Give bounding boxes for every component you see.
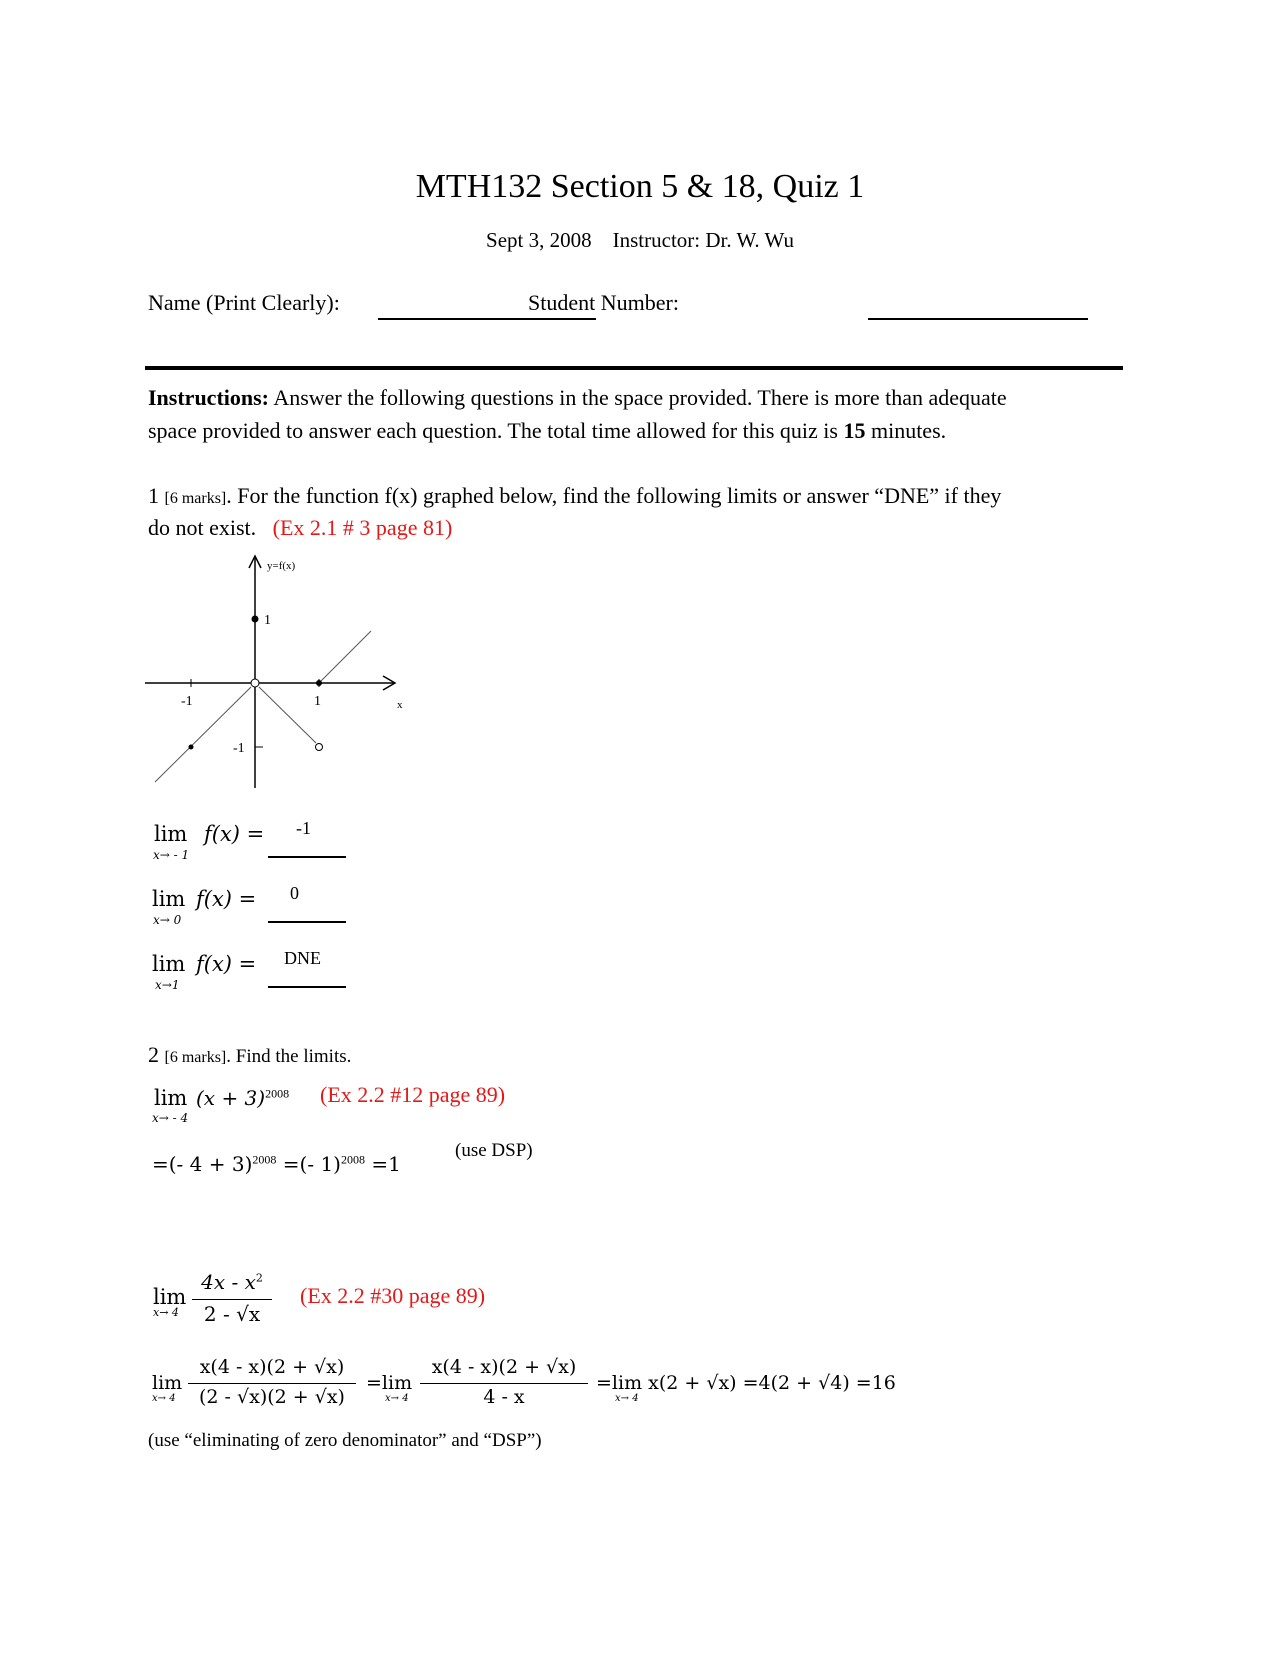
lim-word: lim — [152, 952, 186, 976]
q1-line1 — [148, 483, 1001, 509]
q2b-reference: (Ex 2.2 #30 page 89) — [300, 1283, 486, 1308]
q1-number: 1 — [148, 483, 159, 508]
name-label: Name (Print Clearly): — [148, 290, 340, 315]
student-number-label: Student Number: — [528, 290, 679, 315]
q2a-exponent: 2008 — [265, 1086, 290, 1101]
instructions-label: Instructions: — [148, 385, 270, 410]
q2a-expression — [196, 1086, 289, 1110]
graph-tick-x-neg: -1 — [181, 694, 193, 709]
lim-subscript: x→1 — [155, 978, 180, 992]
q2b-num-exp: 2 — [255, 1271, 263, 1285]
q2-heading — [148, 1042, 351, 1068]
answer-blank[interactable] — [268, 986, 346, 988]
instructions-text3: minutes. — [870, 418, 947, 443]
lim-word: lim — [152, 887, 186, 911]
graph-xlabel: x — [397, 699, 403, 711]
name-blank[interactable] — [378, 318, 596, 320]
instructions-line2 — [148, 418, 946, 444]
q2b-step2-num: x(4 - x)(2 + √x) — [431, 1356, 577, 1378]
q2b-numerator — [192, 1270, 272, 1294]
q2a-subscript: x→ - 4 — [152, 1111, 189, 1125]
open-point-origin — [251, 679, 259, 687]
q2-text: . Find the limits. — [226, 1046, 352, 1067]
lim-expression: f(x) = — [204, 822, 265, 846]
closed-point-y1 — [252, 616, 259, 623]
lim-subscript: x→ 0 — [153, 913, 182, 927]
q2-marks: [6 marks] — [164, 1049, 227, 1066]
q1-reference: (Ex 2.1 # 3 page 81) — [272, 515, 453, 540]
lim-expression: f(x) = — [196, 887, 257, 911]
page-subtitle — [0, 228, 1280, 253]
function-graph — [145, 552, 415, 792]
closed-point-neg1 — [189, 745, 194, 750]
q2a-solution-exp2: 2008 — [340, 1152, 365, 1167]
q2b-step2-den: 4 - x — [483, 1386, 525, 1408]
q2b-note: (use “eliminating of zero denominator” and “DSP”) — [148, 1430, 542, 1451]
q2a-reference: (Ex 2.2 #12 page 89) — [320, 1082, 506, 1107]
q2b-lim: lim — [153, 1285, 187, 1309]
instructions-line1 — [148, 385, 1007, 411]
q2a-solution-3: =1 — [371, 1152, 401, 1176]
q2a-solution-exp1: 2008 — [252, 1152, 277, 1167]
q2b-fraction-bar — [192, 1299, 272, 1300]
open-point-x1 — [316, 744, 323, 751]
q1-marks: [6 marks] — [164, 490, 227, 507]
graph-middle-segment — [259, 687, 316, 743]
graph-left-segment — [155, 687, 251, 782]
student-number-blank[interactable] — [868, 318, 1088, 320]
q2a-expr: (x + 3) — [196, 1086, 266, 1110]
answer-blank[interactable] — [268, 856, 346, 858]
q1-text2: do not exist. — [148, 515, 257, 540]
q2b-num-text: 4x - x — [201, 1270, 256, 1294]
q2b-step3: =lim x(2 + √x) =4(2 + √4) =16 — [596, 1372, 896, 1394]
q2a-solution-2: =(- 1) — [282, 1152, 341, 1176]
page-title: MTH132 Section 5 & 18, Quiz 1 — [415, 168, 865, 205]
graph-right-segment — [319, 631, 371, 683]
lim-subscript: x→ - 1 — [153, 848, 190, 862]
q2a-note: (use DSP) — [455, 1140, 533, 1161]
instructor: Instructor: Dr. W. Wu — [612, 228, 794, 252]
q2b-sol-lim: lim — [152, 1372, 183, 1394]
quiz-date: Sept 3, 2008 — [486, 228, 592, 252]
separator-rule — [145, 366, 1123, 370]
lim-answer: 0 — [290, 883, 299, 903]
instructions-text2: space provided to answer each question. The total time allowed for this quiz is — [148, 418, 838, 443]
q1-text1: . For the function f(x) graphed below, find the following limits or answer “DNE” if they — [226, 483, 1002, 508]
minutes-value: 15 — [843, 418, 866, 443]
instructions-text1: Answer the following questions in the space provided. There is more than adequate — [273, 385, 1007, 410]
graph-tick-x-pos: 1 — [314, 694, 321, 709]
q2b-step3-subscript: x→ 4 — [615, 1393, 639, 1404]
q2-number: 2 — [148, 1042, 159, 1067]
q2b-eq-lim: =lim — [366, 1372, 413, 1394]
q2a-solution-1: =(- 4 + 3) — [152, 1152, 253, 1176]
q2b-step1-den: (2 - √x)(2 + √x) — [199, 1386, 345, 1408]
q2b-step2-bar — [420, 1383, 588, 1384]
q2b-subscript: x→ 4 — [153, 1306, 179, 1319]
answer-blank[interactable] — [268, 921, 346, 923]
q2b-eq-subscript: x→ 4 — [385, 1393, 409, 1404]
graph-tick-y-pos: 1 — [264, 613, 271, 628]
closed-point-x1 — [316, 680, 322, 686]
q2a-lim: lim — [154, 1086, 188, 1110]
graph-tick-y-neg: -1 — [233, 741, 245, 756]
lim-expression: f(x) = — [196, 952, 257, 976]
lim-word: lim — [154, 822, 188, 846]
q2a-solution — [152, 1152, 401, 1176]
lim-answer: -1 — [296, 818, 311, 838]
q2b-sol-subscript: x→ 4 — [152, 1393, 176, 1404]
graph-ylabel: y=f(x) — [267, 560, 296, 572]
q2b-step1-bar — [188, 1383, 356, 1384]
q1-line2 — [148, 515, 452, 541]
lim-answer: DNE — [284, 948, 321, 968]
q2b-step1-num: x(4 - x)(2 + √x) — [199, 1356, 345, 1378]
q2b-denominator: 2 - √x — [203, 1302, 261, 1326]
